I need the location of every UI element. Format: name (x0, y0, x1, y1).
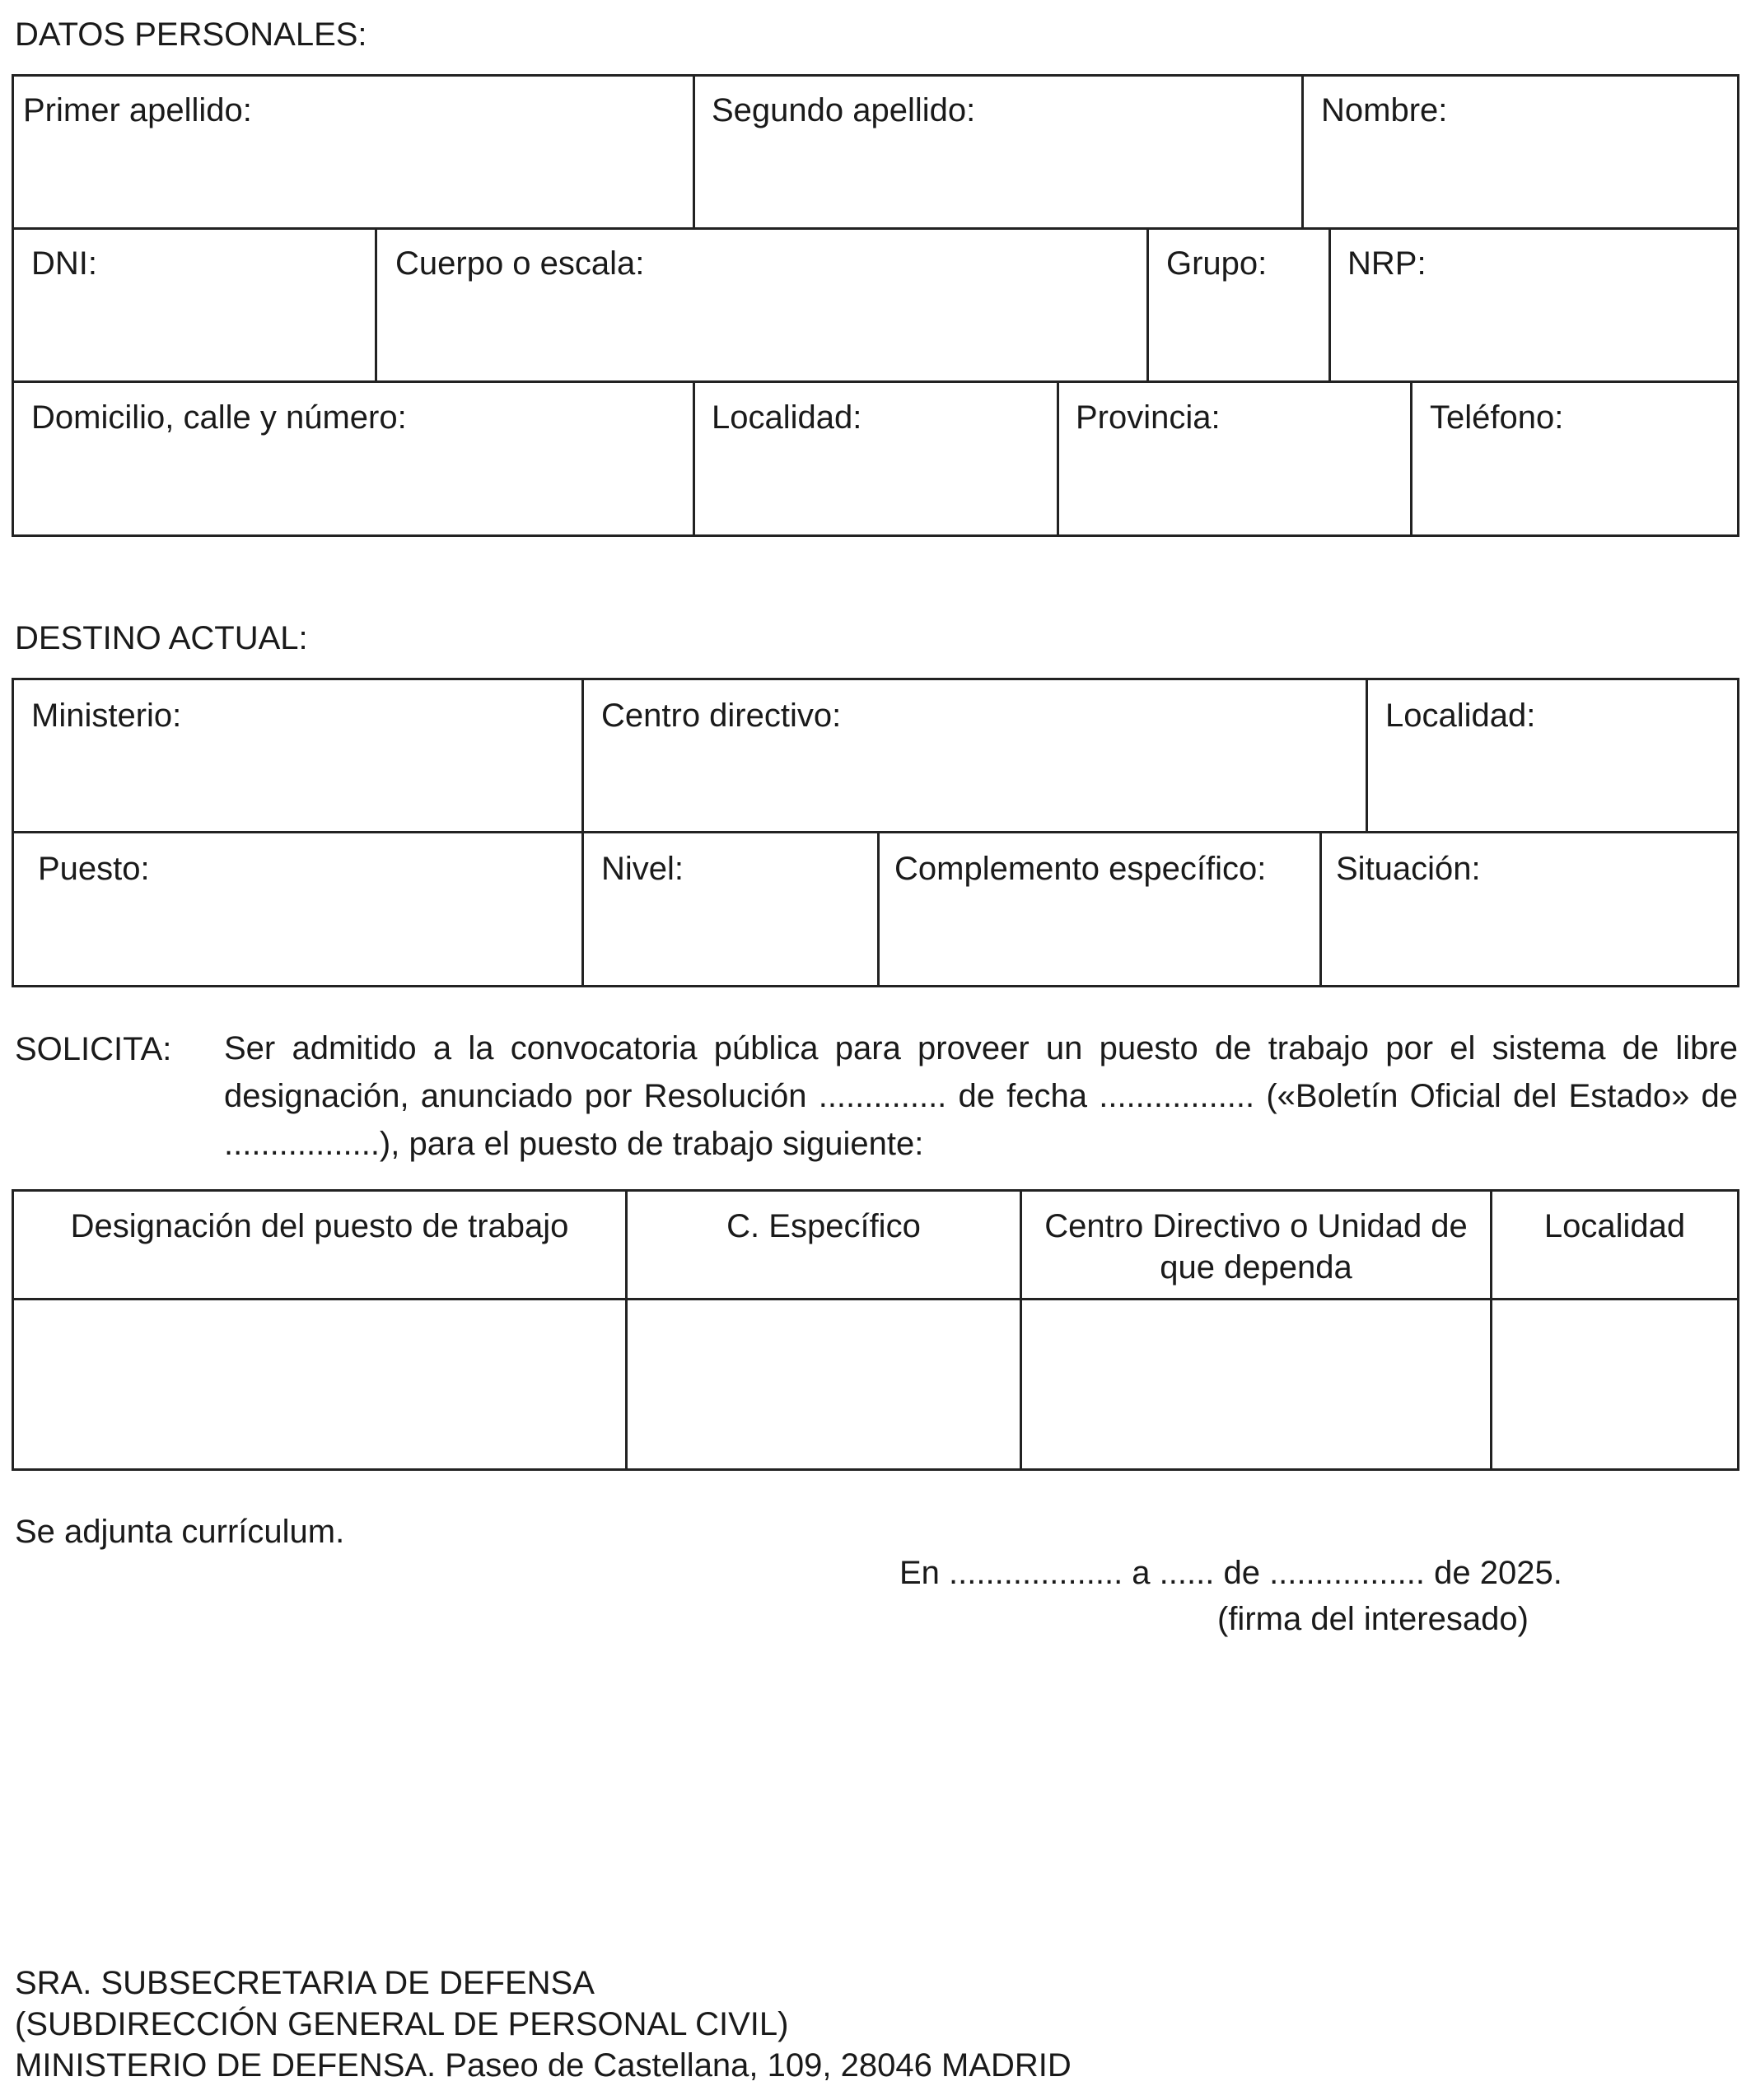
column-divider (581, 678, 584, 833)
firma-interesado: (firma del interesado) (1217, 1601, 1529, 1637)
field-primer-apellido[interactable]: Primer apellido: (23, 92, 252, 128)
field-cuerpo-escala[interactable]: Cuerpo o escala: (395, 245, 645, 282)
field-dni[interactable]: DNI: (31, 245, 97, 282)
header-localidad: Localidad (1543, 1208, 1686, 1244)
row-divider (12, 831, 1739, 833)
cell-centro-directivo[interactable] (1022, 1300, 1490, 1468)
field-telefono[interactable]: Teléfono: (1430, 399, 1564, 436)
field-segundo-apellido[interactable]: Segundo apellido: (712, 92, 976, 128)
solicita-text: Ser admitido a la convocatoria pública para proveer un puesto de trabajo por el sistema de libre designación, anunciado por Resolución .............. de fecha ................. («Boletín Oficial del Estado» de .................), para el puesto de trabajo siguiente: (224, 1030, 1738, 1162)
column-divider (1146, 227, 1149, 382)
field-provincia[interactable]: Provincia: (1076, 399, 1221, 436)
column-divider (1328, 227, 1331, 382)
cell-c-especifico[interactable] (628, 1300, 1020, 1468)
field-ministerio[interactable]: Ministerio: (31, 698, 182, 734)
field-localidad[interactable]: Localidad: (712, 399, 862, 436)
column-divider (1319, 831, 1322, 987)
field-nivel[interactable]: Nivel: (601, 851, 684, 887)
column-divider (693, 74, 695, 229)
cell-designacion[interactable] (14, 1300, 625, 1468)
column-divider (877, 831, 880, 987)
field-domicilio[interactable]: Domicilio, calle y número: (31, 399, 407, 436)
column-divider (375, 227, 377, 382)
column-divider (1366, 678, 1368, 833)
destinatario-line-3: MINISTERIO DE DEFENSA. Paseo de Castellana, 109, 28046 MADRID (15, 2047, 1072, 2084)
solicita-label: SOLICITA: (15, 1031, 172, 1067)
field-grupo[interactable]: Grupo: (1166, 245, 1268, 282)
field-situacion[interactable]: Situación: (1336, 851, 1481, 887)
field-complemento-especifico[interactable]: Complemento específico: (894, 851, 1267, 887)
fecha-linea: En ................... a ...... de ................. de 2025. (899, 1555, 1562, 1591)
row-divider (12, 380, 1739, 383)
header-centro-directivo: Centro Directivo o Unidad de que dependa (1044, 1208, 1468, 1286)
column-divider (693, 380, 695, 537)
datos-personales-table (12, 74, 1739, 537)
field-centro-directivo[interactable]: Centro directivo: (601, 698, 842, 734)
row-divider (12, 227, 1739, 230)
column-divider (1301, 74, 1304, 229)
field-nombre[interactable]: Nombre: (1321, 92, 1448, 128)
header-designacion: Designación del puesto de trabajo (70, 1208, 569, 1244)
field-localidad-destino[interactable]: Localidad: (1385, 698, 1536, 734)
cell-localidad[interactable] (1492, 1300, 1737, 1468)
header-c-especifico: C. Específico (726, 1208, 921, 1244)
destinatario-line-1: SRA. SUBSECRETARIA DE DEFENSA (15, 1965, 595, 2001)
column-divider (1057, 380, 1059, 537)
section-title-destino-actual: DESTINO ACTUAL: (15, 620, 308, 656)
column-divider (1410, 380, 1412, 537)
destinatario-line-2: (SUBDIRECCIÓN GENERAL DE PERSONAL CIVIL) (15, 2006, 789, 2042)
adjunta-curriculum: Se adjunta currículum. (15, 1514, 345, 1550)
field-nrp[interactable]: NRP: (1347, 245, 1426, 282)
column-divider (581, 831, 584, 987)
section-title-datos-personales: DATOS PERSONALES: (15, 16, 367, 53)
field-puesto[interactable]: Puesto: (38, 851, 150, 887)
